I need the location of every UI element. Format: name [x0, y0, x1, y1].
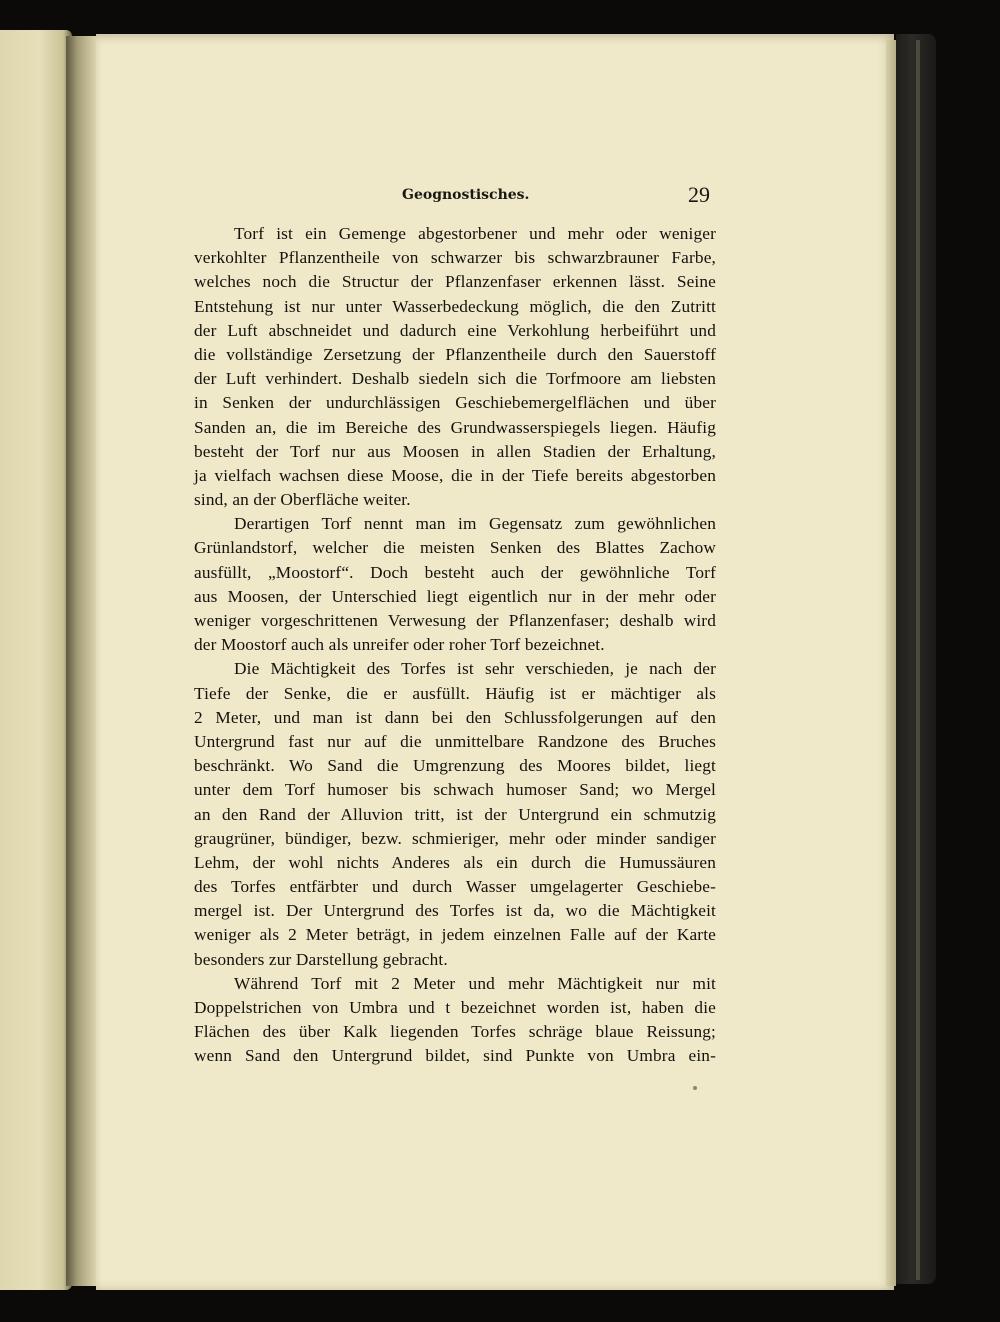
text-line: beschränkt. Wo Sand die Umgrenzung des Moores bildet, liegt [194, 756, 716, 776]
text-line: der Luft abschneidet und dadurch eine Verkohlung herbeiführt und [194, 320, 716, 340]
text-line: unter dem Torf humoser bis schwach humoser Sand; wo Mergel [194, 780, 716, 800]
text-line: Untergrund fast nur auf die unmittelbare Randzone des Bruches [194, 731, 716, 751]
text-line: Doppelstrichen von Umbra und t bezeichnet worden ist, haben die [194, 998, 716, 1017]
text-line: welches noch die Structur der Pflanzenfaser erkennen lässt. Seine [194, 272, 716, 292]
text-line: Grünlandstorf, welcher die meisten Senken des Blattes Zachow [194, 538, 716, 558]
text-line: an den Rand der Alluvion tritt, ist der Untergrund ein schmutzig [194, 804, 716, 824]
cover-binding-strip [916, 40, 920, 1280]
text-line: in Senken der undurchlässigen Geschiebemergelflächen und über [194, 393, 716, 413]
text-line: Tiefe der Senke, die er ausfüllt. Häufig ist er mächtiger als [194, 683, 716, 703]
text-line: mergel ist. Der Untergrund des Torfes ist da, wo die Mächtigkeit [194, 901, 716, 921]
page-fore-edge [886, 40, 896, 1286]
text-line: Lehm, der wohl nichts Anderes als ein durch die Humussäuren [194, 852, 716, 872]
text-line: besteht der Torf nur aus Moosen in allen Stadien der Erhaltung, [194, 441, 716, 461]
previous-page-edge [0, 30, 72, 1290]
text-line: aus Moosen, der Unterschied liegt eigentlich nur in der mehr oder [194, 586, 716, 606]
text-line: Sanden an, die im Bereiche des Grundwasserspiegels liegen. Häufig [194, 417, 716, 437]
running-head: Geognostisches. [402, 187, 530, 203]
text-line: Derartigen Torf nennt man im Gegensatz zum gewöhnlichen [234, 514, 716, 534]
text-line: Die Mächtigkeit des Torfes ist sehr verschieden, je nach der [234, 659, 716, 679]
text-line: die vollständige Zersetzung der Pflanzentheile durch den Sauerstoff [194, 344, 716, 364]
text-line: Torf ist ein Gemenge abgestorbener und mehr oder weniger [234, 224, 716, 243]
ink-speck [693, 1086, 697, 1090]
text-line: ausfüllt, „Moostorf“. Doch besteht auch der gewöhnliche Torf [194, 562, 716, 582]
text-line: der Luft verhindert. Deshalb siedeln sich die Torfmoore am liebsten [194, 369, 716, 389]
text-line: sind, an der Oberfläche weiter. [194, 490, 411, 510]
text-line: graugrüner, bündiger, bezw. schmieriger, mehr oder minder sandiger [194, 828, 716, 848]
text-line: 2 Meter, und man ist dann bei den Schlussfolgerungen auf den [194, 707, 716, 727]
text-line: verkohlter Pflanzentheile von schwarzer bis schwarzbrauner Farbe, [194, 248, 716, 268]
text-line: des Torfes entfärbter und durch Wasser umgelagerter Geschiebe- [194, 877, 716, 897]
text-line: Entstehung ist nur unter Wasserbedeckung möglich, die den Zutritt [194, 296, 716, 316]
body-text [194, 222, 716, 1069]
text-line: besonders zur Darstellung gebracht. [194, 949, 448, 969]
text-line: Während Torf mit 2 Meter und mehr Mächtigkeit nur mit [234, 973, 716, 993]
text-line: der Moostorf auch als unreifer oder roher Torf bezeichnet. [194, 635, 605, 655]
text-line: Flächen des über Kalk liegenden Torfes schräge blaue Reissung; [194, 1022, 716, 1042]
text-line: wenn Sand den Untergrund bildet, sind Punkte von Umbra ein- [194, 1046, 716, 1066]
page-number: 29 [688, 182, 710, 207]
text-line: ja vielfach wachsen diese Moose, die in der Tiefe bereits abgestorben [194, 465, 716, 485]
text-line: weniger als 2 Meter beträgt, in jedem einzelnen Falle auf der Karte [194, 925, 716, 945]
text-line: weniger vorgeschrittenen Verwesung der Pflanzenfaser; deshalb wird [194, 611, 716, 630]
